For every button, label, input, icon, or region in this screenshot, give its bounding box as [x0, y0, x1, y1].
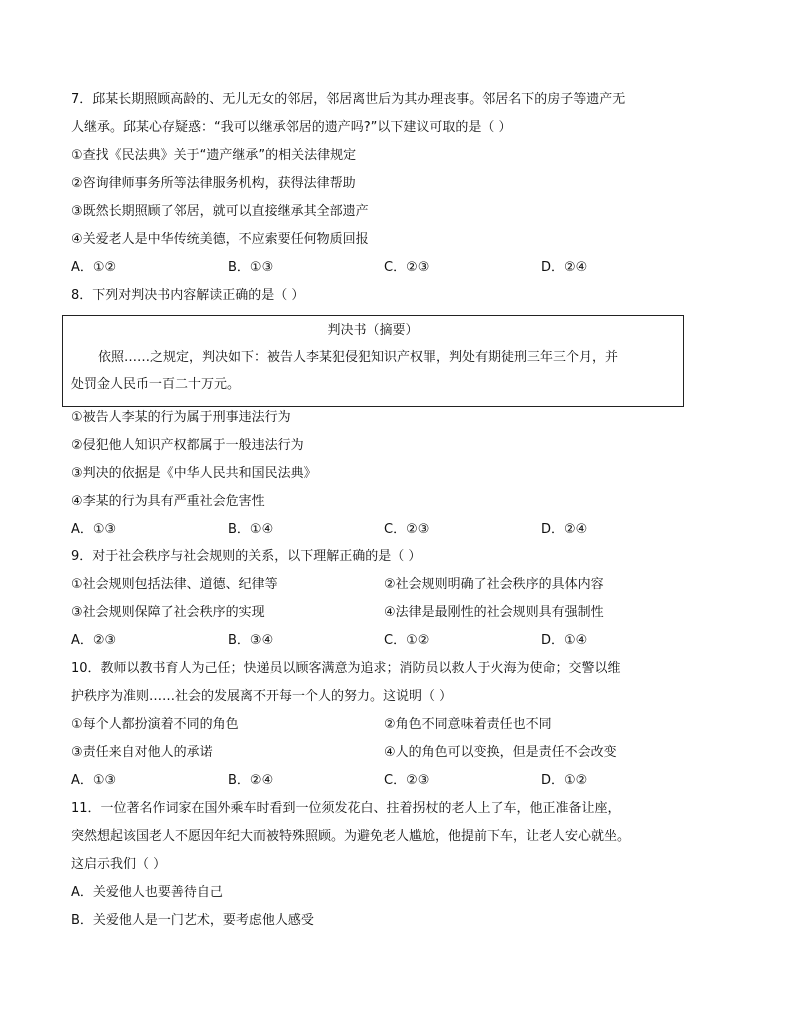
q9-statement-4: ④法律是最刚性的社会规则具有强制性	[384, 605, 604, 620]
q11-option-a[interactable]: A．关爱他人也要善待自己	[71, 885, 223, 900]
q10-option-a[interactable]: A．①③	[71, 773, 117, 788]
q10-options	[71, 772, 711, 790]
q7-option-d[interactable]: D．②④	[541, 260, 588, 275]
q8-statement-2: ②侵犯他人知识产权都属于一般违法行为	[71, 438, 304, 453]
judgment-excerpt-box	[62, 315, 684, 407]
q10-statement-3: ③责任来自对他人的承诺	[71, 745, 213, 760]
q10-statements-row1	[71, 716, 711, 734]
q9-option-a[interactable]: A．②③	[71, 633, 117, 648]
q7-statement-2: ②咨询律师事务所等法律服务机构，获得法律帮助	[71, 176, 356, 191]
q8-option-c[interactable]: C．②③	[384, 522, 430, 537]
q9-option-d[interactable]: D．①④	[541, 633, 588, 648]
q8-statement-3: ③判决的依据是《中华人民共和国民法典》	[71, 466, 317, 481]
q10-option-d[interactable]: D．①②	[541, 773, 588, 788]
q10-statement-1: ①每个人都扮演着不同的角色	[71, 717, 239, 732]
q7-option-c[interactable]: C．②③	[384, 260, 430, 275]
q9-option-c[interactable]: C．①②	[384, 633, 430, 648]
q7-options	[71, 259, 711, 277]
q9-option-b[interactable]: B．③④	[228, 633, 274, 648]
q8-options	[71, 521, 711, 539]
q9-statement-2: ②社会规则明确了社会秩序的具体内容	[384, 577, 604, 592]
q9-statements-row1	[71, 576, 711, 594]
q8-statement-4: ④李某的行为具有严重社会危害性	[71, 494, 265, 509]
judgment-text-line2: 处罚金人民币一百二十万元。	[71, 377, 241, 392]
q7-option-b[interactable]: B．①③	[228, 260, 274, 275]
judgment-title: 判决书（摘要）	[327, 323, 419, 338]
q9-statement-1: ①社会规则包括法律、道德、纪律等	[71, 577, 278, 592]
q8-option-d[interactable]: D．②④	[541, 522, 588, 537]
q10-statement-4: ④人的角色可以变换，但是责任不会改变	[384, 745, 617, 760]
q9-statements-row2	[71, 604, 711, 622]
q8-option-b[interactable]: B．①④	[228, 522, 274, 537]
q10-option-b[interactable]: B．②④	[228, 773, 274, 788]
q11-stem-line1: 11．一位著名作词家在国外乘车时看到一位须发花白、拄着拐杖的老人上了车，他正准备让座，	[71, 801, 621, 816]
q8-option-a[interactable]: A．①③	[71, 522, 117, 537]
q7-option-a[interactable]: A．①②	[71, 260, 117, 275]
q7-statement-3: ③既然长期照顾了邻居，就可以直接继承其全部遗产	[71, 204, 369, 219]
q7-stem-line1: 7．邱某长期照顾高龄的、无儿无女的邻居，邻居离世后为其办理丧事。邻居名下的房子等遗产无	[71, 92, 626, 107]
q10-stem-line2: 护秩序为准则……社会的发展离不开每一个人的努力。这说明（ ）	[71, 689, 453, 704]
judgment-text-line1: 依照……之规定，判决如下：被告人李某犯侵犯知识产权罪，判处有期徒刑三年三个月，并	[98, 350, 619, 365]
q9-options	[71, 632, 711, 650]
q7-statement-4: ④关爱老人是中华传统美德，不应索要任何物质回报	[71, 232, 369, 247]
q11-option-b[interactable]: B．关爱他人是一门艺术，要考虑他人感受	[71, 913, 314, 928]
q7-statement-1: ①查找《民法典》关于“遗产继承”的相关法律规定	[71, 148, 357, 163]
q10-statements-row2	[71, 744, 711, 762]
q8-statement-1: ①被告人李某的行为属于刑事违法行为	[71, 410, 291, 425]
q7-stem-line2: 人继承。邱某心存疑惑：“我可以继承邻居的遗产吗?”以下建议可取的是（ ）	[71, 120, 512, 135]
q10-statement-2: ②角色不同意味着责任也不同	[384, 717, 552, 732]
q9-stem: 9．对于社会秩序与社会规则的关系，以下理解正确的是（ ）	[71, 549, 422, 564]
q11-stem-line3: 这启示我们（ ）	[71, 857, 167, 872]
q11-stem-line2: 突然想起该国老人不愿因年纪大而被特殊照顾。为避免老人尴尬，他提前下车，让老人安心就坐。	[71, 829, 631, 844]
q9-statement-3: ③社会规则保障了社会秩序的实现	[71, 605, 265, 620]
q10-option-c[interactable]: C．②③	[384, 773, 430, 788]
q8-stem: 8．下列对判决书内容解读正确的是（ ）	[71, 288, 305, 303]
q10-stem-line1: 10．教师以教书育人为己任；快递员以顾客满意为追求；消防员以救人于火海为使命；交警以维	[71, 661, 621, 676]
